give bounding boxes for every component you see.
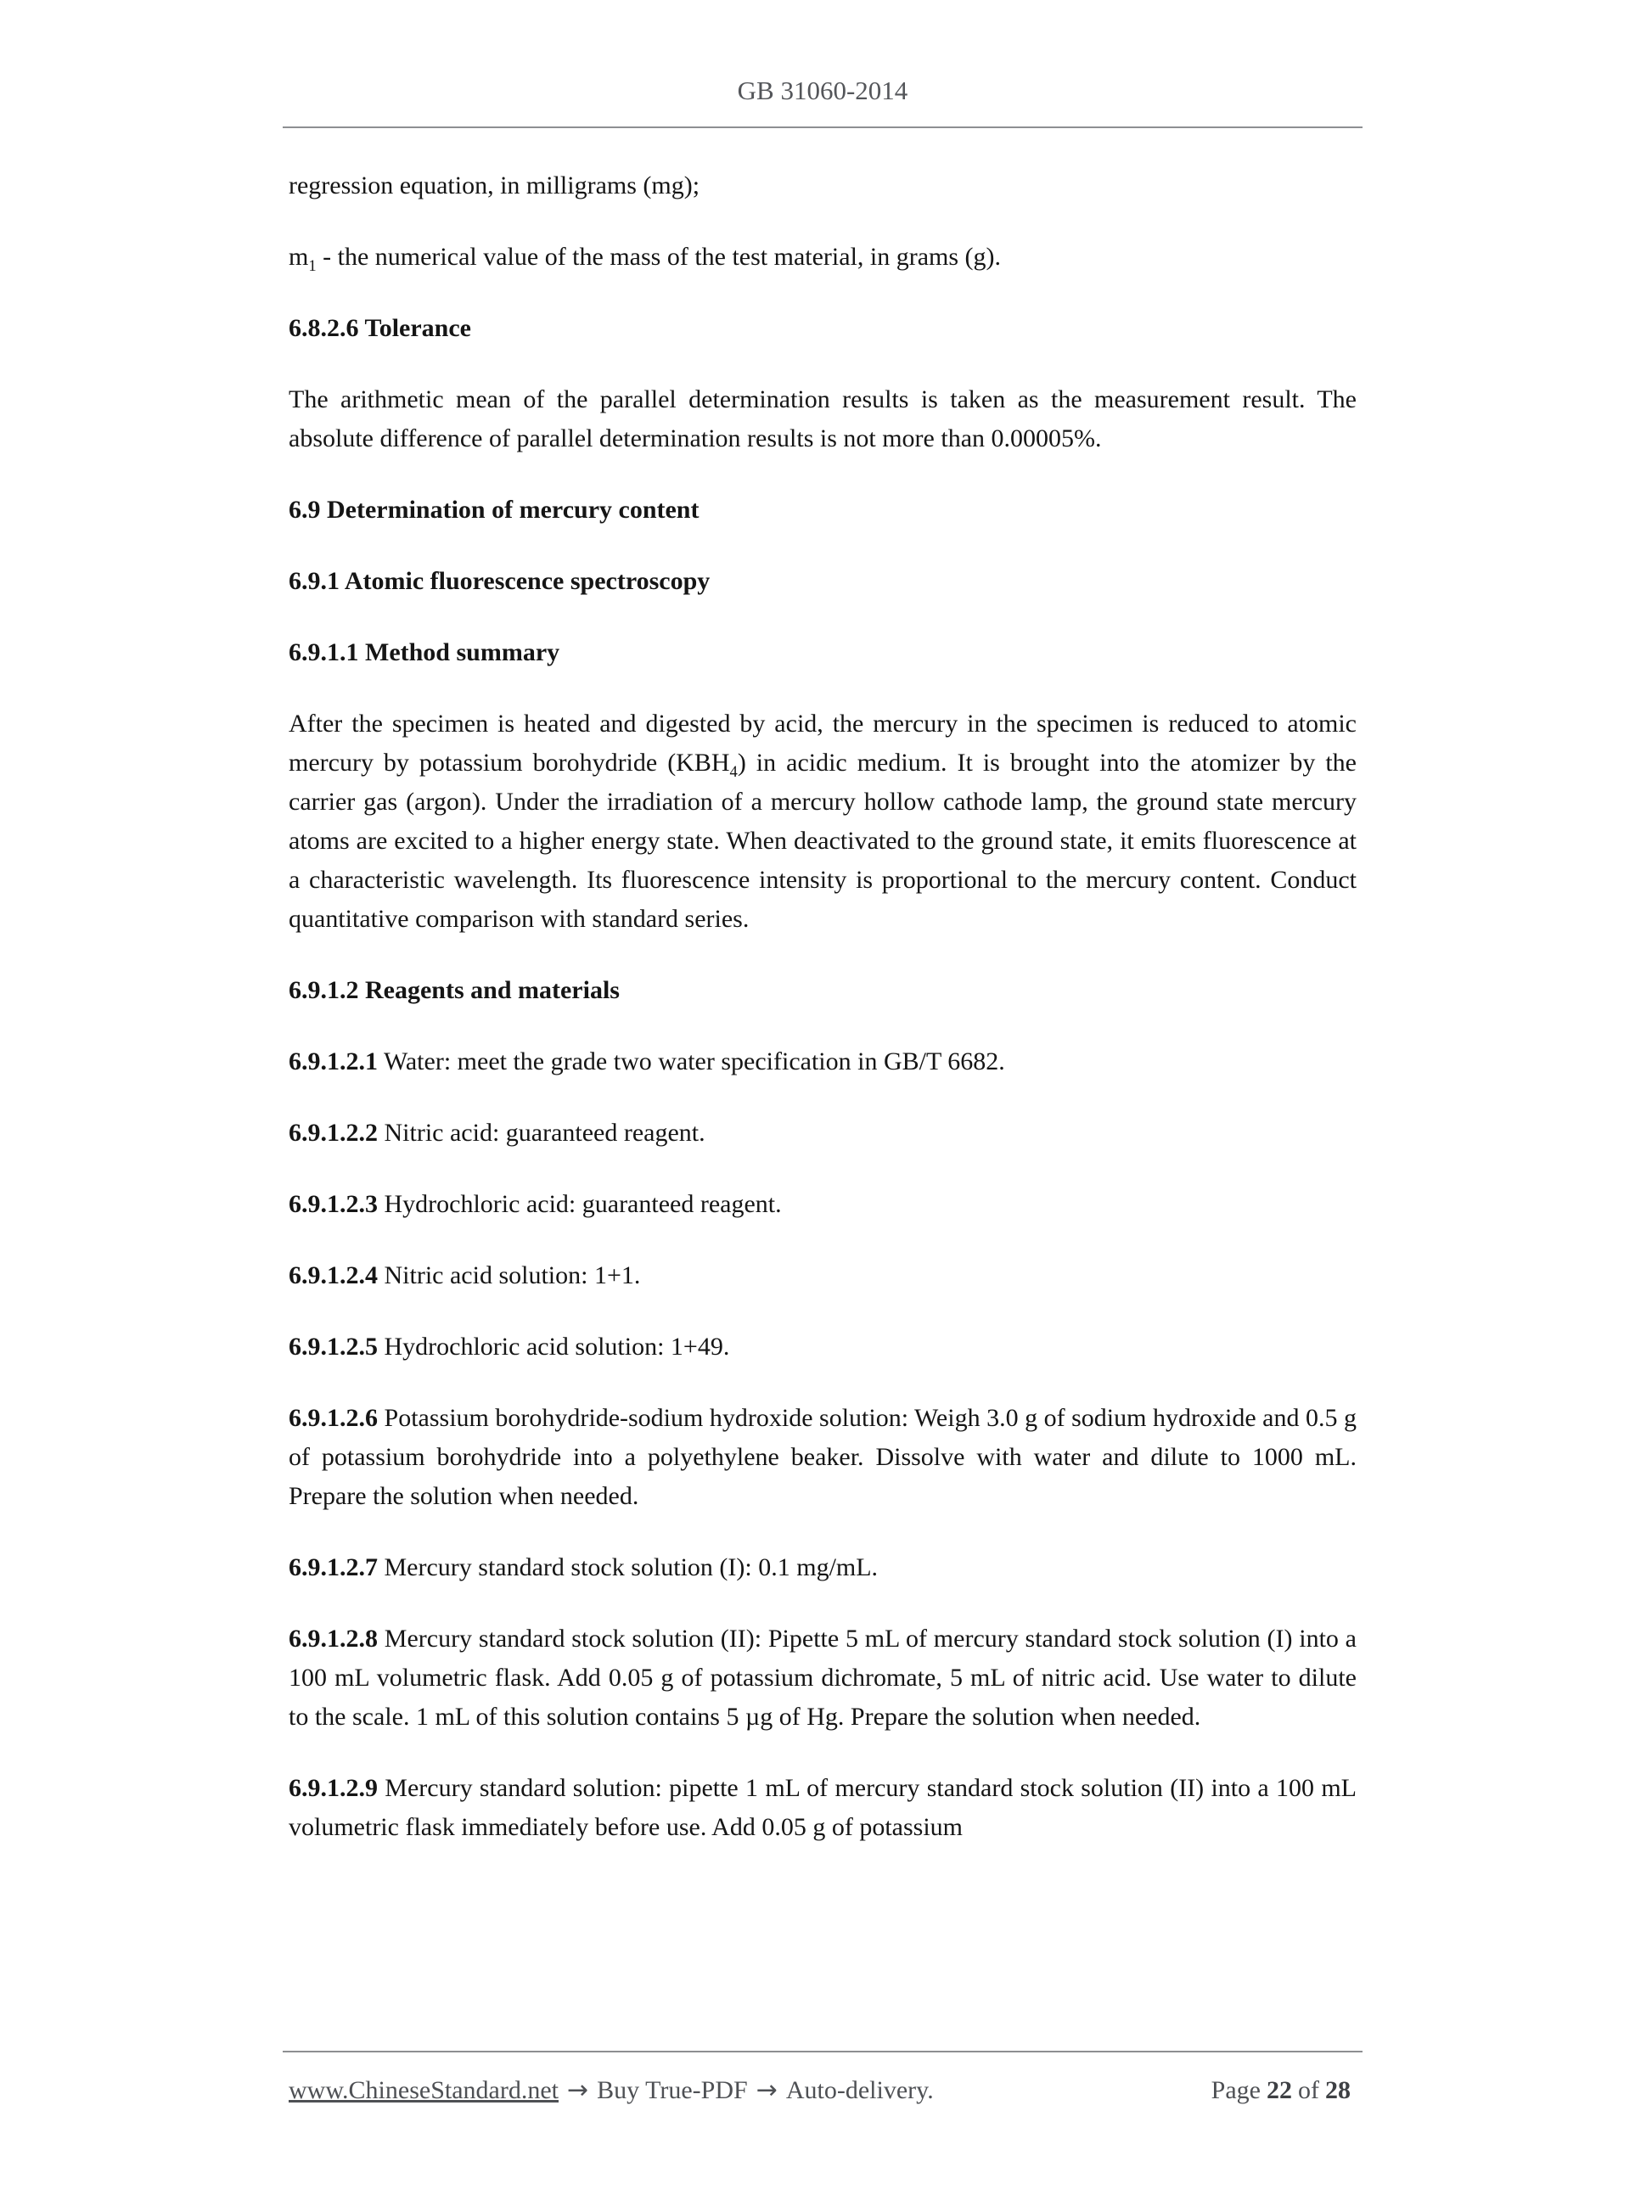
page-footer bbox=[283, 2051, 1363, 2107]
reagent-item-borohydride-hydroxide-solution bbox=[289, 1399, 1357, 1516]
item-number: 6.9.1.2.7 bbox=[289, 1553, 378, 1581]
page-label: Page bbox=[1211, 2076, 1261, 2104]
item-number: 6.9.1.2.5 bbox=[289, 1333, 378, 1361]
item-number: 6.9.1.2.2 bbox=[289, 1119, 378, 1147]
reagent-item-nitric-acid-solution bbox=[289, 1256, 1357, 1295]
item-text: Water: meet the grade two water specification in GB/T 6682. bbox=[378, 1047, 1005, 1075]
paragraph-tolerance-body: The arithmetic mean of the parallel determination results is taken as the measurement result. The absolute difference of parallel determination results is not more than 0.00005%. bbox=[289, 385, 1357, 452]
reagent-item-mercury-stock-2 bbox=[289, 1620, 1357, 1737]
footer-source-line bbox=[289, 2074, 934, 2107]
heading-6-9-mercury-content: 6.9 Determination of mercury content bbox=[289, 496, 700, 524]
page-indicator bbox=[1211, 2074, 1357, 2107]
paragraph-regression-equation: regression equation, in milligrams (mg); bbox=[289, 171, 700, 199]
item-text: Potassium borohydride-sodium hydroxide solution: Weigh 3.0 g of sodium hydroxide and 0.5 g of potassium borohydride into a polyethylene beaker. Dissolve with water and dilute to 1000 mL. Prepare the solution when needed. bbox=[289, 1404, 1357, 1510]
item-text: Mercury standard stock solution (II): Pipette 5 mL of mercury standard stock solution (I) into a 100 mL volumetric flask. Add 0.05 g of potassium dichromate, 5 mL of nitric acid. Use water to dilute to the scale. 1 mL of this solution contains 5 µg of Hg. Prepare the solution when needed. bbox=[289, 1625, 1357, 1731]
arrow-right-icon: → bbox=[567, 2075, 589, 2105]
reagent-item-mercury-standard-solution bbox=[289, 1769, 1357, 1847]
m1-post-text: - the numerical value of the mass of the test material, in grams (g). bbox=[316, 243, 1002, 271]
item-text: Hydrochloric acid: guaranteed reagent. bbox=[378, 1190, 782, 1218]
footer-delivery-label: Auto-delivery. bbox=[785, 2076, 934, 2104]
heading-6-8-2-6-tolerance: 6.8.2.6 Tolerance bbox=[289, 314, 471, 342]
item-number: 6.9.1.2.8 bbox=[289, 1625, 378, 1653]
arrow-right-icon: → bbox=[756, 2075, 778, 2105]
document-body bbox=[289, 128, 1357, 1847]
footer-row bbox=[283, 2074, 1363, 2107]
paragraph-m1-definition bbox=[289, 238, 1357, 277]
footer-buy-label: Buy True-PDF bbox=[597, 2076, 748, 2104]
reagent-item-hydrochloric-acid-solution bbox=[289, 1328, 1357, 1367]
item-text: Nitric acid: guaranteed reagent. bbox=[378, 1119, 705, 1147]
item-text: Hydrochloric acid solution: 1+49. bbox=[378, 1333, 730, 1361]
m1-pre-text: m bbox=[289, 243, 309, 271]
item-number: 6.9.1.2.3 bbox=[289, 1190, 378, 1218]
footer-rule bbox=[283, 2051, 1363, 2052]
total-page-number: 28 bbox=[1325, 2076, 1351, 2104]
item-number: 6.9.1.2.6 bbox=[289, 1404, 378, 1432]
item-number: 6.9.1.2.9 bbox=[289, 1774, 378, 1802]
item-number: 6.9.1.2.1 bbox=[289, 1047, 378, 1075]
reagent-item-hydrochloric-acid bbox=[289, 1185, 1357, 1224]
method-text-part2: ) in acidic medium. It is brought into the atomizer by the carrier gas (argon). Under the irradiation of a mercury hollow cathode lamp, the ground state mercury atoms are excited to a higher energy state. When deactivated to the ground state, it emits fluorescence at a characteristic wavelength. Its fluorescence intensity is proportional to the mercury content. Conduct quantitative comparison with standard series. bbox=[289, 749, 1357, 933]
current-page-number: 22 bbox=[1267, 2076, 1292, 2104]
page-header bbox=[289, 75, 1357, 128]
heading-6-9-1-atomic-fluorescence: 6.9.1 Atomic fluorescence spectroscopy bbox=[289, 567, 711, 595]
method-text-part1: After the specimen is heated and digested by acid, the mercury in the specimen is reduced to atomic mercury by potassium borohydride (KBH bbox=[289, 710, 1357, 777]
heading-6-9-1-1-method-summary: 6.9.1.1 Method summary bbox=[289, 638, 560, 666]
item-text: Mercury standard solution: pipette 1 mL of mercury standard stock solution (II) into a 100 mL volumetric flask immediately before use. Add 0.05 g of potassium bbox=[289, 1774, 1357, 1841]
header-doc-number: GB 31060-2014 bbox=[737, 76, 908, 105]
reagent-item-water bbox=[289, 1042, 1357, 1081]
paragraph-method-summary bbox=[289, 705, 1357, 939]
reagent-item-nitric-acid bbox=[289, 1114, 1357, 1153]
item-text: Nitric acid solution: 1+1. bbox=[378, 1261, 641, 1289]
footer-site-link[interactable]: www.ChineseStandard.net bbox=[289, 2076, 559, 2104]
of-label: of bbox=[1298, 2076, 1319, 2104]
m1-subscript: 1 bbox=[308, 257, 317, 275]
heading-6-9-1-2-reagents: 6.9.1.2 Reagents and materials bbox=[289, 976, 620, 1004]
item-number: 6.9.1.2.4 bbox=[289, 1261, 378, 1289]
item-text: Mercury standard stock solution (I): 0.1 mg/mL. bbox=[378, 1553, 879, 1581]
kbh4-subscript: 4 bbox=[729, 763, 738, 781]
reagent-item-mercury-stock-1 bbox=[289, 1548, 1357, 1587]
pdf-page bbox=[0, 75, 1652, 2212]
